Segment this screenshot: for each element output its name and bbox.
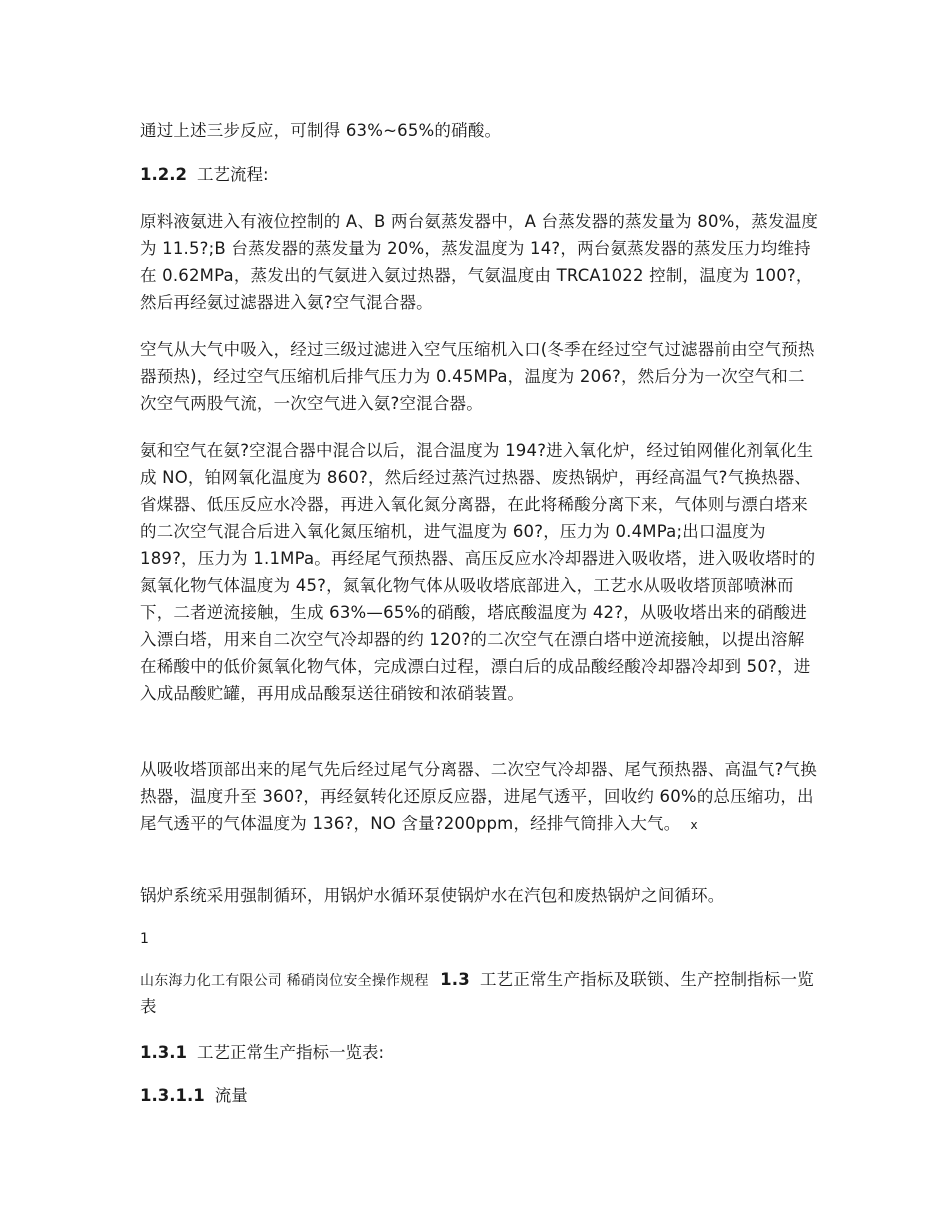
heading-number: 1.3.1.1 bbox=[140, 1086, 205, 1105]
paragraph-tail-gas bbox=[140, 756, 820, 839]
heading-1-3-1-1 bbox=[140, 1082, 820, 1109]
page-number: 1 bbox=[140, 931, 149, 947]
paragraph-summary: 通过上述三步反应，可制得 63%~65%的硝酸。 bbox=[140, 121, 502, 140]
heading-text: 工艺流程: bbox=[196, 165, 269, 184]
heading-text: 流量 bbox=[214, 1086, 248, 1105]
document-header-company: 山东海力化工有限公司 稀硝岗位安全操作规程 bbox=[140, 973, 429, 989]
paragraph-ammonia-feed: 原料液氨进入有液位控制的 A、B 两台氨蒸发器中，A 台蒸发器的蒸发量为 80%，蒸发温度为 11.5?;B 台蒸发器的蒸发量为 20%，蒸发温度为 14?，两台氨蒸发器的蒸发压力均维持在 0.62MPa，蒸发出的气氨进入氨过热器，气氨温度由 TRCA1022 控制，温度为 100?，然后再经氨过滤器进入氨?空气混合器。 bbox=[140, 212, 819, 312]
heading-1-2-2 bbox=[140, 161, 820, 188]
paragraph-oxidation-absorption: 氨和空气在氨?空混合器中混合以后，混合温度为 194?进入氧化炉，经过铂网催化剂氧化生成 NO，铂网氧化温度为 860?，然后经过蒸汽过热器、废热锅炉，再经高温气?气换热器、省煤器、低压反应水冷器，再进入氧化氮分离器，在此将稀酸分离下来，气体则与漂白塔来的二次空气混合后进入氧化氮压缩机，进气温度为 60?，压力为 0.4MPa;出口温度为 189?，压力为 1.1MPa。再经尾气预热器、高压反应水冷却器进入吸收塔，进入吸收塔时的氮氧化物气体温度为 45?，氮氧化物气体从吸收塔底部进入，工艺水从吸收塔顶部喷淋而下，二者逆流接触，生成 63%—65%的硝酸，塔底酸温度为 42?，从吸收塔出来的硝酸进入漂白塔，用来自二次空气冷却器的约 120?的二次空气在漂白塔中逆流接触，以提出溶解在稀酸中的低价氮氧化物气体，完成漂白过程，漂白后的成品酸经酸冷却器冷却到 50?，进入成品酸贮罐，再用成品酸泵送往硝铵和浓硝装置。 bbox=[140, 441, 816, 703]
heading-number: 1.2.2 bbox=[140, 165, 187, 184]
heading-1-3-1 bbox=[140, 1039, 820, 1066]
heading-number: 1.3.1 bbox=[140, 1043, 187, 1062]
paragraph-air-intake: 空气从大气中吸入，经过三级过滤进入空气压缩机入口(冬季在经过空气过滤器前由空气预热器预热)，经过空气压缩机后排气压力为 0.45MPa，温度为 206?，然后分为一次空气和二次空气两股气流，一次空气进入氨?空混合器。 bbox=[140, 340, 815, 413]
heading-text: 工艺正常生产指标及联锁、生产控制指标一览表 bbox=[140, 970, 814, 1016]
heading-text: 工艺正常生产指标一览表: bbox=[196, 1043, 385, 1062]
heading-number: 1.3 bbox=[440, 970, 470, 989]
section-header-1-3 bbox=[140, 966, 820, 1020]
tail-gas-text: 从吸收塔顶部出来的尾气先后经过尾气分离器、二次空气冷却器、尾气预热器、高温气?气换热器，温度升至 360?，再经氨转化还原反应器，进尾气透平，回收约 60%的总压缩功，出尾气透平的气体温度为 136?，NO 含量?200ppm，经排气筒排入大气。 bbox=[140, 760, 817, 833]
paragraph-boiler: 锅炉系统采用强制循环，用锅炉水循环泵使锅炉水在汽包和废热锅炉之间循环。 bbox=[140, 886, 725, 905]
stray-mark: x bbox=[690, 818, 698, 832]
